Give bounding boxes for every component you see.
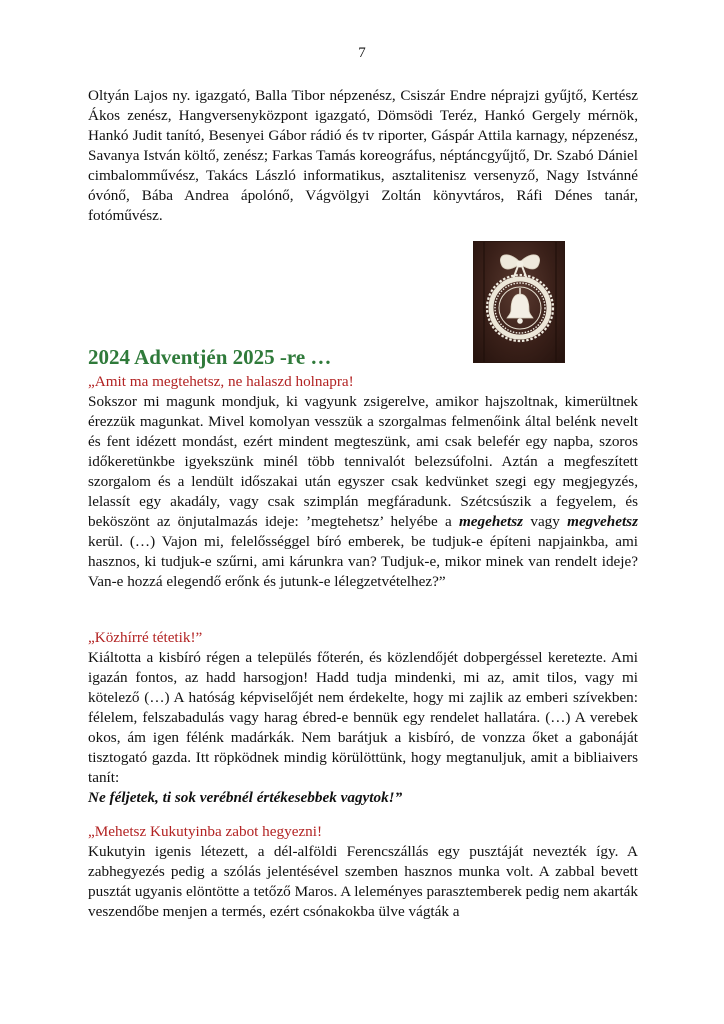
section-2 [88, 628, 638, 808]
page-number: 7 [358, 45, 366, 61]
crochet-wreath-bell-icon [474, 242, 565, 363]
section-1-quote: „Amit ma megtehetsz, ne halaszd holnapra! [88, 373, 354, 390]
advent-heading: 2024 Adventjén 2025 -re … [88, 345, 332, 369]
names-paragraph: Oltyán Lajos ny. igazgató, Balla Tibor népzenész, Csiszár Endre néprajzi gyűjtő, Kertész Ákos zenész, Hangversenyközpont igazgató, Dömsödi Teréz, Hankó Gergely mérnök, Hankó Judit tanító, Besenyei Gábor rádió és tv riporter, Gáspár Attila karnagy, népzenész, Savanya István költő, zenész; Farkas Tamás koreográfus, néptáncgyűjtő, Dr. Szabó Dániel cimbalomművész, Takács László informatikus, asztalitenisz versenyző, Nagy Istvánné óvónő, Bába Andrea ápolónő, Vágvölgyi Zoltán könyvtáros, Ráfi Dénes tanár, fotóművész. [88, 87, 638, 224]
section-2-quote: „Közhírré tétetik!” [88, 629, 203, 646]
section-3-body: Kukutyin igenis létezett, a dél-alföldi Ferencszállás egy pusztáját nevezték így. A zabhegyezés pedig a szólás jelentésével szemben hasznos munka volt. A zabbal bevett pusztát ugyanis elöntötte a tetőző Maros. A leleményes parasztemberek pedig nem akarták veszendőbe menjen a termés, ezért csónakokba ülve vágták a [88, 843, 638, 920]
section-1-emphasis-megvehetsz: megvehetsz [567, 513, 638, 530]
section-1-body-part1: Sokszor mi magunk mondjuk, ki vagyunk zsigerelve, amikor hajszoltnak, kimerültnek érezzük magunkat. Mivel komolyan vesszük a szorgalmas felmenőink által belénk nevelt és fent idézett mondást, ezért mindent megteszünk, ami csak belefér egy napba, szoros időkeretünkbe igyekszünk minél több tennivalót belezsúfolni. Aztán a megfeszített szorgalom és a lendült időszakai után egyszer csak kedvünket szegi egy megjegyzés, lelassít egy akadály, vagy csak szimplán megfáradunk. Szétcsúszik a fegyelem, és beköszönt az önjutalmazás ideje: ’megtehetsz’ helyébe a [88, 393, 638, 530]
section-1 [88, 372, 638, 592]
section-1-body-part2: kerül. (…) Vajon mi, felelősséggel bíró emberek, be tudjuk-e építeni napjainkba, ami hasznos, ki tudjuk-e szűrni, ami kárunkra van? Tudjuk-e, mikor minek van rendelt ideje? Van-e hozzá elegendő erőnk és jutunk-e lélegzetvételhez?” [88, 533, 638, 590]
section-1-body [88, 392, 638, 592]
section-2-body: Kiáltotta a kisbíró régen a település főterén, és közlendőjét dobpergéssel keretezte. Ami igazán fontos, az hadd harsogjon! Hadd tudja mindenki, mi az, amit tilos, vagy mi kötelező (…) A hatóság képviselőjét nem érdekelte, hogy mi zajlik az emberi szívekben: félelem, felszabadulás vagy harag ébred-e bennük egy rendelet hallatára. (…) A verebek okos, ám igen félénk madárkák. Nem barátjuk a kisbíró, de vonzza őket a gabonáját tisztogató gazda. Itt röpködnek mindig körülöttünk, hogy megtanuljuk, amit a bibliaivers tanít: [88, 649, 638, 786]
section-3 [88, 822, 638, 922]
section-1-body-connector: vagy [523, 513, 568, 530]
section-3-quote: „Mehetsz Kukutyinba zabot hegyezni! [88, 823, 323, 840]
section-2-verse: Ne féljetek, ti sok verébnél értékesebbek vagytok!” [88, 789, 403, 806]
section-1-emphasis-megehetsz: megehetsz [458, 513, 524, 530]
advent-wreath-photo [473, 241, 565, 363]
